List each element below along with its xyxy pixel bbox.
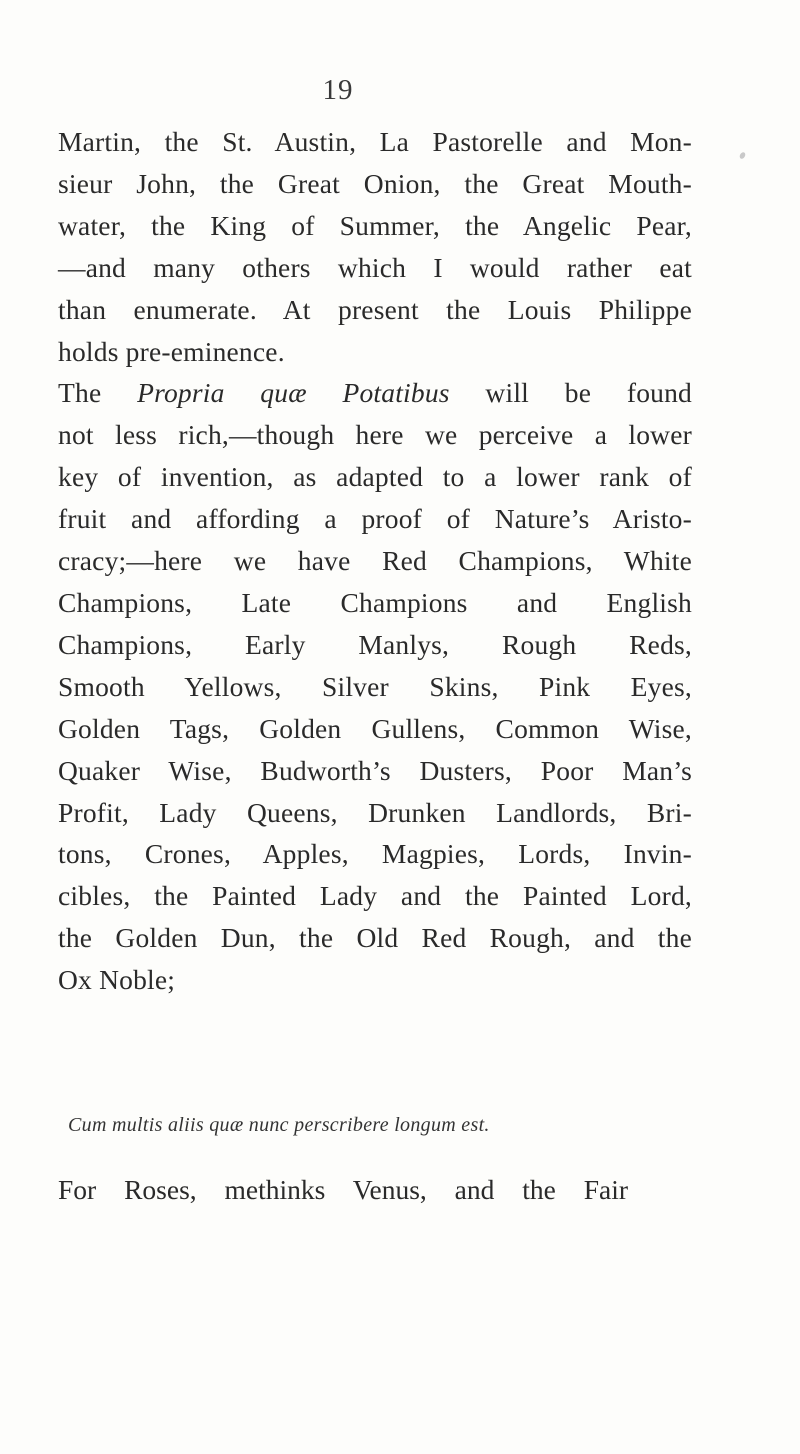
text-line: Champions, Early Manlys, Rough Reds, xyxy=(58,628,692,660)
text-line: water, the King of Summer, the Angelic Pear, xyxy=(58,209,692,241)
text-line: Quaker Wise, Budworth’s Dusters, Poor Man’s xyxy=(58,754,692,786)
text-line: than enumerate. At present the Louis Philippe xyxy=(58,293,692,325)
latin-quotation: Cum multis aliis quæ nunc perscribere longum est. xyxy=(68,1114,490,1136)
italic-phrase: Propria quæ Potatibus xyxy=(137,377,450,409)
ink-speck xyxy=(739,151,747,160)
text-fragment: will be found xyxy=(449,377,692,409)
body-text xyxy=(58,121,692,1001)
text-line: sieur John, the Great Onion, the Great Mouth- xyxy=(58,167,692,199)
text-line: the Golden Dun, the Old Red Rough, and the xyxy=(58,922,692,954)
text-line: fruit and affording a proof of Nature’s Aristo- xyxy=(58,503,692,535)
text-line: not less rich,—though here we perceive a lower xyxy=(58,419,692,451)
page-number: 19 xyxy=(322,74,354,106)
text-line: key of invention, as adapted to a lower rank of xyxy=(58,461,692,493)
text-line: cibles, the Painted Lady and the Painted Lord, xyxy=(58,880,692,912)
text-fragment: The xyxy=(58,377,138,409)
text-line: Smooth Yellows, Silver Skins, Pink Eyes, xyxy=(58,670,692,702)
text-line: Golden Tags, Golden Gullens, Common Wise, xyxy=(58,712,692,744)
text-line: For Roses, methinks Venus, and the Fair xyxy=(58,1174,628,1205)
text-line: tons, Crones, Apples, Magpies, Lords, Invin- xyxy=(58,838,692,870)
paragraph2-first-line xyxy=(58,372,692,414)
text-line: Profit, Lady Queens, Drunken Landlords, Bri- xyxy=(58,796,692,828)
text-line: holds pre-eminence. xyxy=(58,335,285,367)
text-line: Martin, the St. Austin, La Pastorelle and Mon- xyxy=(58,126,692,157)
text-line: Ox Noble; xyxy=(58,964,176,996)
text-line: —and many others which I would rather eat xyxy=(58,251,692,283)
text-line: cracy;—here we have Red Champions, White xyxy=(58,545,692,577)
text-line: Champions, Late Champions and English xyxy=(58,586,692,618)
